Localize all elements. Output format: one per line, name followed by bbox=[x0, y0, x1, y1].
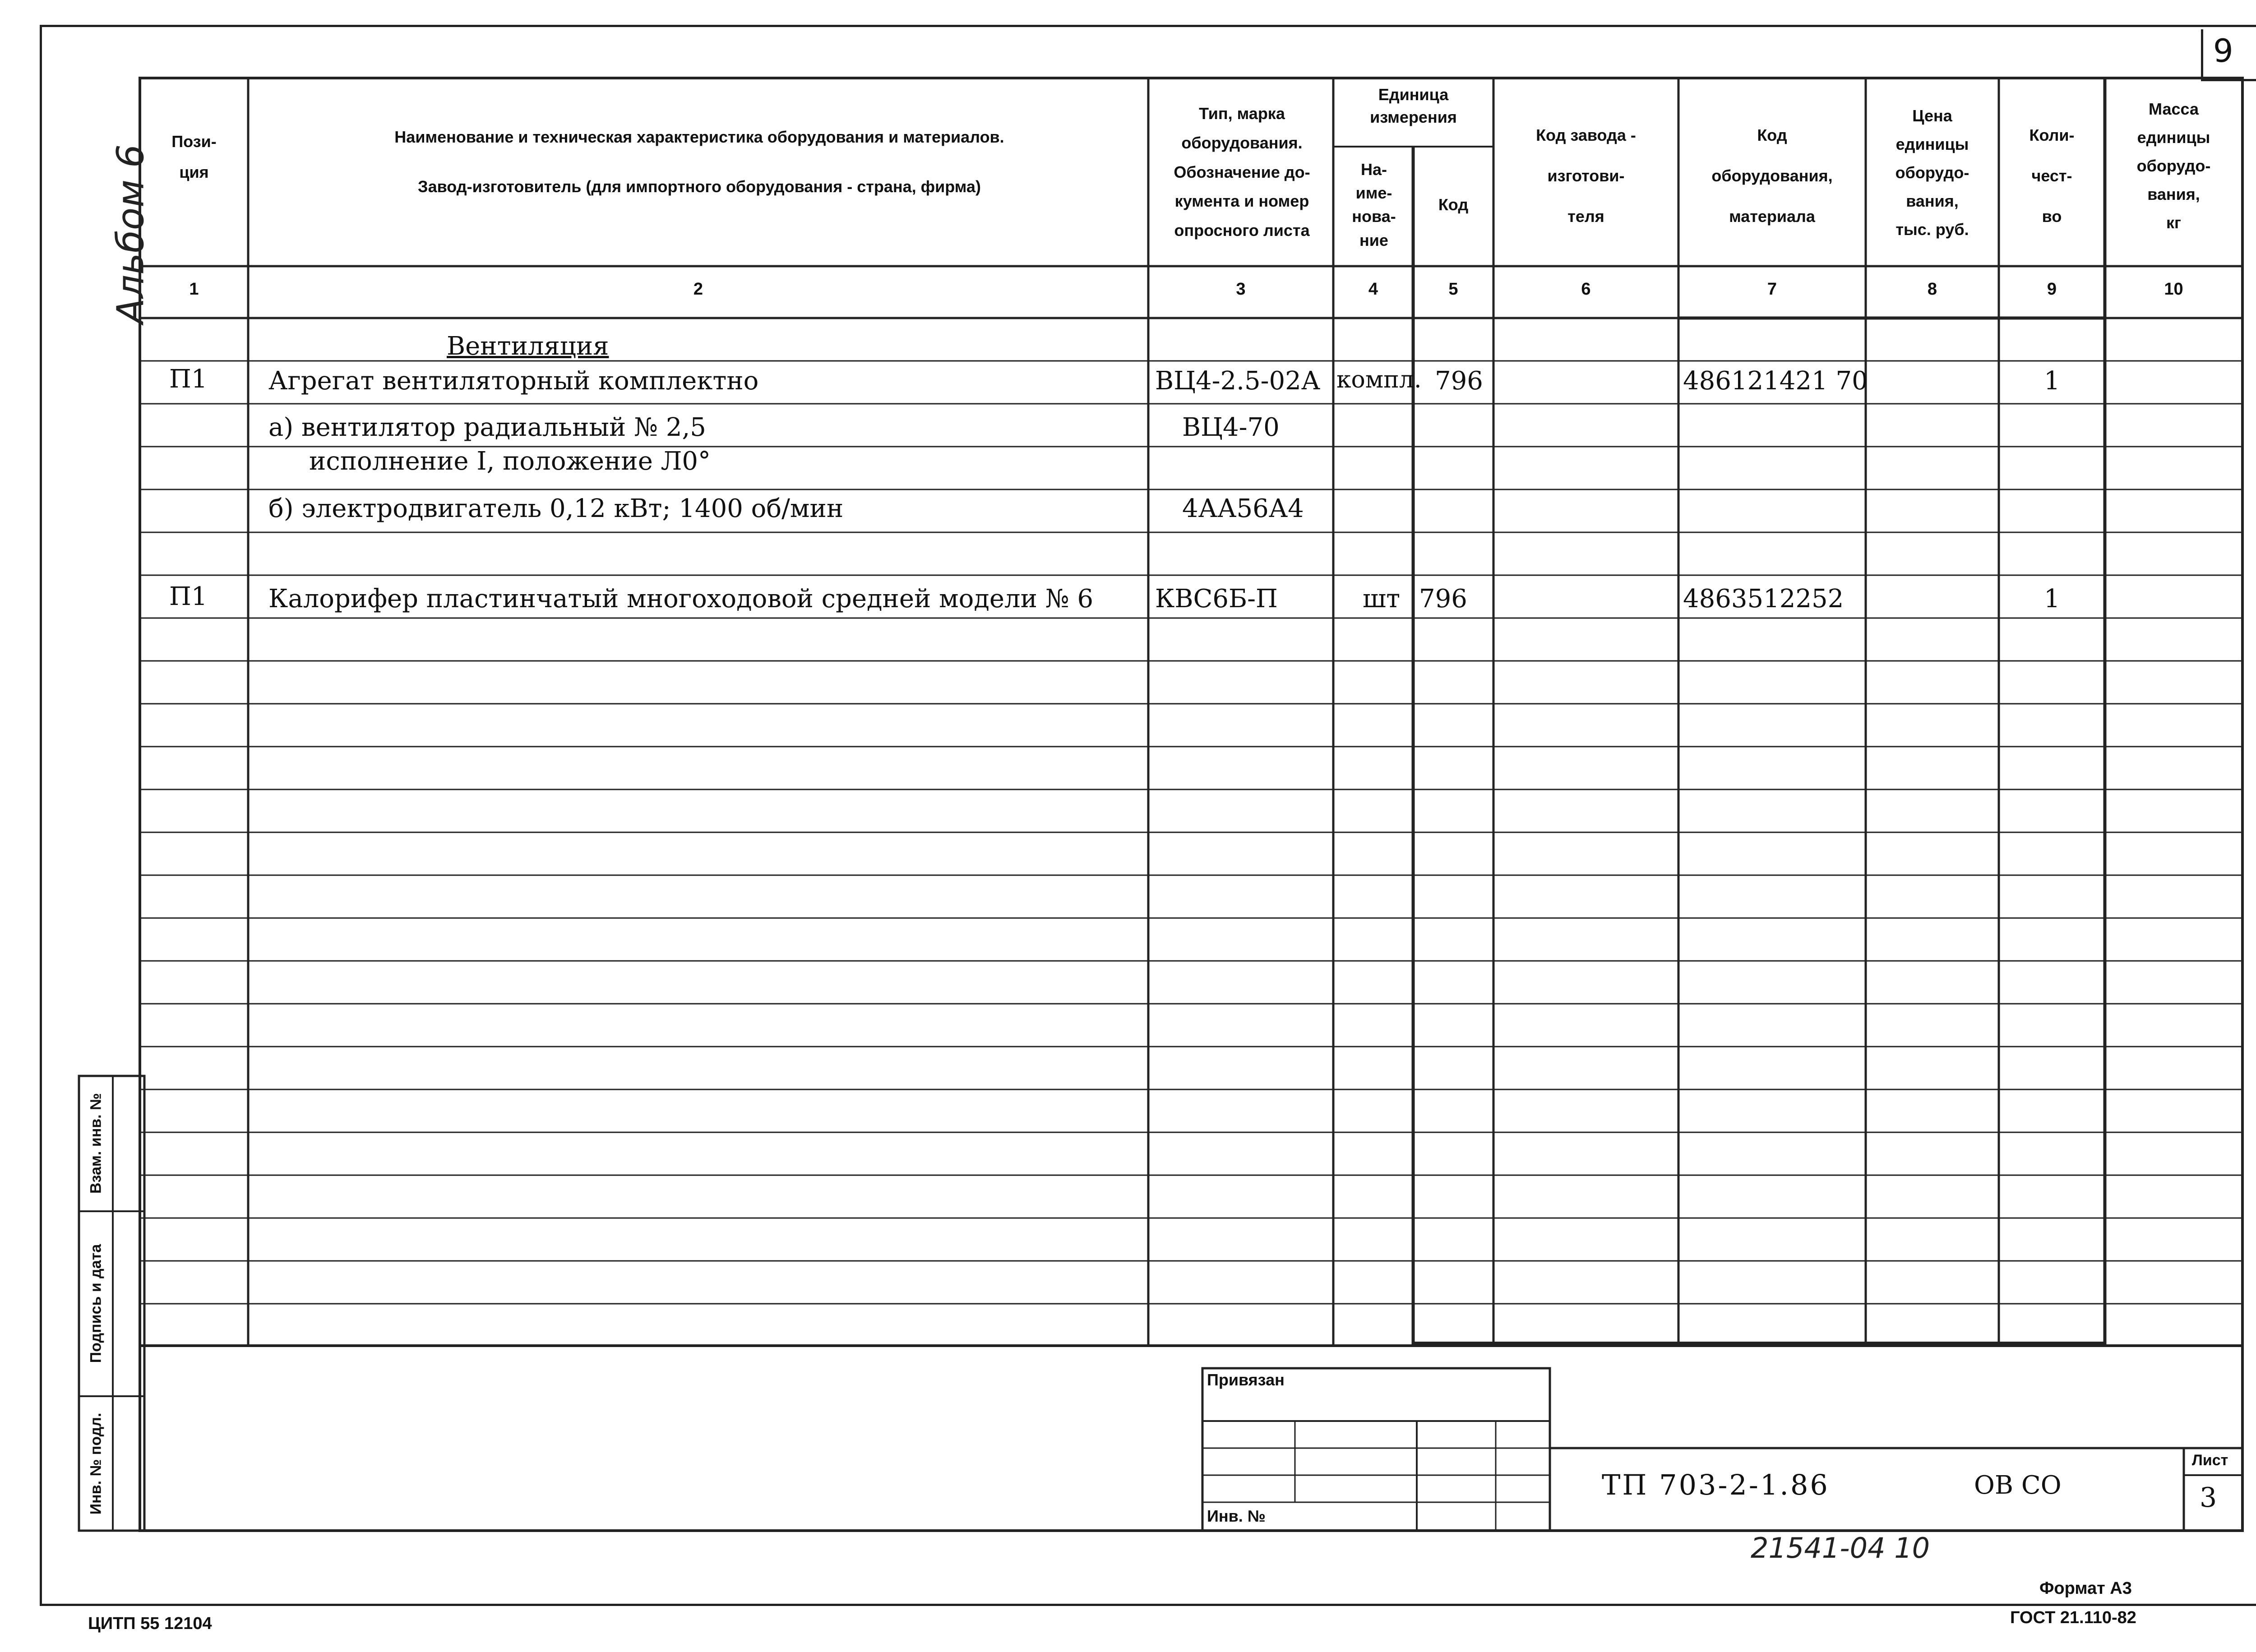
header-unit-name: На- име- нова- ние bbox=[1352, 160, 1396, 249]
album-label: Альбом 6 bbox=[109, 144, 153, 324]
header-name-line1: Наименование и техническая характеристика оборудования и материалов. bbox=[394, 128, 1004, 146]
column-number-5: 5 bbox=[1448, 280, 1458, 299]
row3-name: исполнение I, положение Л0° bbox=[309, 447, 711, 476]
stamp-podpis-data: Подпись и дата bbox=[87, 1244, 105, 1363]
top-sheet-number: 9 bbox=[2213, 32, 2233, 69]
column-number-9: 9 bbox=[2047, 280, 2057, 299]
inv-no-label: Инв. № bbox=[1207, 1507, 1266, 1525]
row1-unit: компл. bbox=[1336, 366, 1422, 393]
header-factory-code: Код завода - изготови- теля bbox=[1536, 126, 1636, 226]
row1-type: ВЦ4-2.5-02А bbox=[1155, 366, 1321, 396]
row5-name: Калорифер пластинчатый многоходовой средней модели № 6 bbox=[268, 584, 1094, 614]
column-number-8: 8 bbox=[1927, 280, 1937, 299]
document-code: ТП 703-2-1.86 bbox=[1602, 1468, 1830, 1501]
stamp-inv-podl: Инв. № подл. bbox=[87, 1412, 105, 1515]
header-unit-code: Код bbox=[1438, 195, 1469, 214]
column-number-10: 10 bbox=[2164, 280, 2183, 299]
handwritten-number: 21541-04 10 bbox=[1751, 1532, 1930, 1564]
row2-type: ВЦ4-70 bbox=[1182, 413, 1280, 442]
column-number-6: 6 bbox=[1581, 280, 1591, 299]
row5-unit-code: 796 bbox=[1419, 584, 1467, 614]
header-quantity: Коли- чест- во bbox=[2029, 126, 2075, 226]
format-label: Формат А3 bbox=[2039, 1579, 2132, 1598]
gost-label: ГОСТ 21.110-82 bbox=[2010, 1608, 2136, 1627]
row1-name: Агрегат вентиляторный комплектно bbox=[268, 366, 759, 396]
row5-type: КВС6Б-П bbox=[1155, 584, 1278, 614]
row1-material-code: 486121421 70 bbox=[1683, 366, 1868, 396]
header-material-code: Код оборудования, материала bbox=[1711, 126, 1833, 226]
column-number-7: 7 bbox=[1767, 280, 1777, 299]
row5-unit: шт bbox=[1363, 584, 1401, 614]
column-number-4: 4 bbox=[1368, 280, 1378, 299]
privyazan-label: Привязан bbox=[1207, 1371, 1285, 1389]
header-mass: Масса единицы оборудо- вания, кг bbox=[2136, 100, 2211, 232]
section-heading: Вентиляция bbox=[447, 332, 609, 361]
column-number-2: 2 bbox=[693, 280, 703, 299]
citp-label: ЦИТП 55 12104 bbox=[88, 1614, 212, 1633]
row5-position: П1 bbox=[169, 582, 208, 611]
list-number: 3 bbox=[2200, 1482, 2217, 1514]
row1-position: П1 bbox=[169, 365, 208, 394]
row4-type: 4АА56А4 bbox=[1182, 494, 1304, 523]
row5-material-code: 4863512252 bbox=[1683, 584, 1844, 614]
list-label: Лист bbox=[2192, 1452, 2228, 1469]
header-unit-group: Единица измерения bbox=[1370, 85, 1457, 127]
column-number-3: 3 bbox=[1236, 280, 1246, 299]
row2-name: а) вентилятор радиальный № 2,5 bbox=[268, 413, 706, 442]
header-type: Тип, марка оборудования. Обозначение до- кумента и номер опросного листа bbox=[1174, 104, 1310, 240]
column-number-1: 1 bbox=[189, 280, 199, 299]
document-mark: ОВ СО bbox=[1974, 1471, 2062, 1500]
header-name-line2: Завод-изготовитель (для импортного оборудования - страна, фирма) bbox=[418, 177, 981, 196]
row5-quantity: 1 bbox=[2044, 584, 2060, 614]
row1-quantity: 1 bbox=[2044, 366, 2060, 396]
row4-name: б) электродвигатель 0,12 кВт; 1400 об/мин bbox=[268, 494, 844, 523]
header-price: Цена единицы оборудо- вания, тыс. руб. bbox=[1895, 106, 1969, 239]
row1-unit-code: 796 bbox=[1435, 366, 1483, 396]
header-position: Пози- ция bbox=[171, 132, 217, 182]
stamp-vzam-inv: Взам. инв. № bbox=[87, 1093, 105, 1194]
